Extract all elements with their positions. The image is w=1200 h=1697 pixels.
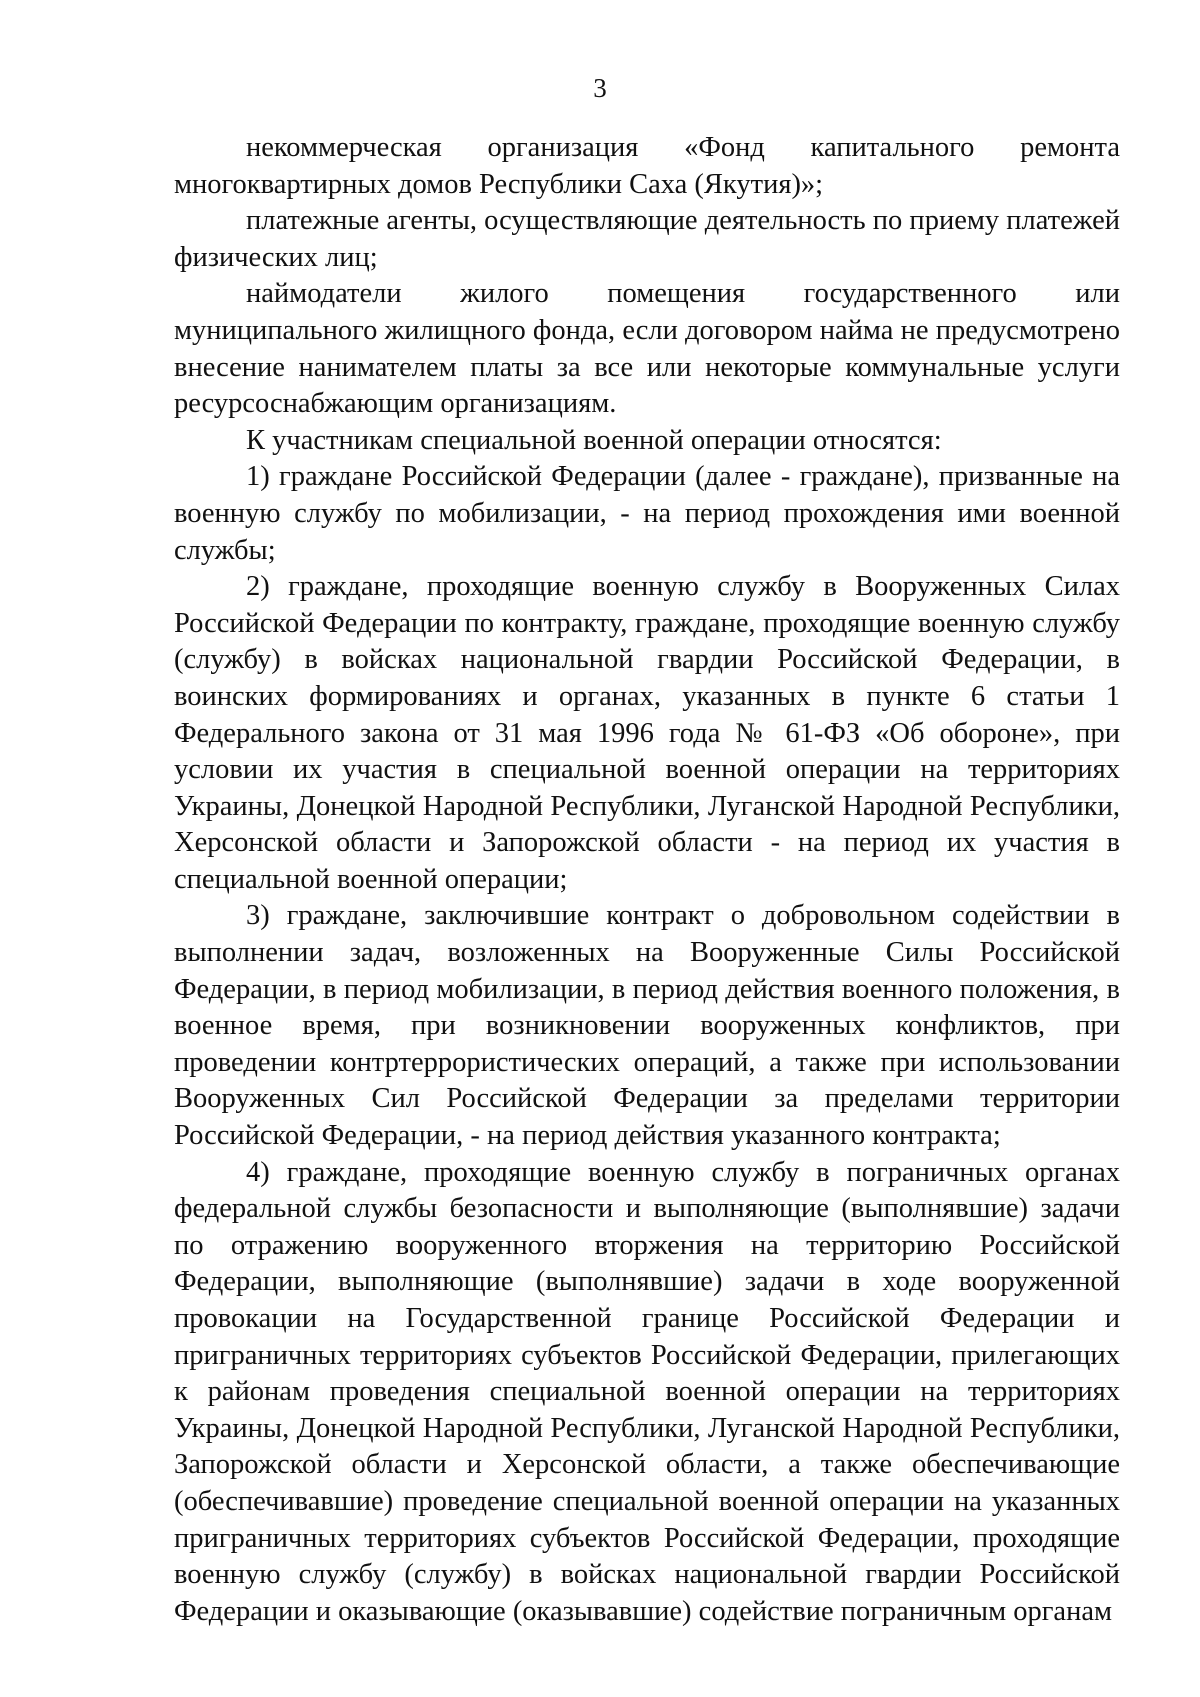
document-body: [174, 130, 1120, 1630]
paragraph-participants-intro: К участникам специальной военной операции относятся:: [246, 424, 942, 456]
paragraph-nonprofit-fund: некоммерческая организация «Фонд капитального ремонта многоквартирных домов Республики Саха (Якутия)»;: [174, 132, 1120, 200]
paragraph-landlords: наймодатели жилого помещения государственного или муниципального жилищного фонда, если договором найма не предусмотрено внесение нанимателем платы за все или некоторые коммунальные услуги ресурсоснабжающим организациям.: [174, 278, 1120, 420]
list-item-3: 3) граждане, заключившие контракт о добровольном содействии в выполнении задач, возложенных на Вооруженные Силы Российской Федерации, в период мобилизации, в период действия военного положения, в военное время, при возникновении вооруженных конфликтов, при проведении контртеррористических операций, а также при использовании Вооруженных Сил Российской Федерации за пределами территории Российской Федерации, - на период действия указанного контракта;: [174, 900, 1120, 1152]
list-item-4: 4) граждане, проходящие военную службу в пограничных органах федеральной службы безопасности и выполняющие (выполнявшие) задачи по отражению вооруженного вторжения на территорию Российской Федерации, выполняющие (выполнявшие) задачи в ходе вооруженной провокации на Государственной границе Российской Федерации и приграничных территориях субъектов Российской Федерации, прилегающих к районам проведения специальной военной операции на территориях Украины, Донецкой Народной Республики, Луганской Народной Республики, Запорожской области и Херсонской области, а также обеспечивающие (обеспечивавшие) проведение специальной военной операции на указанных приграничных территориях субъектов Российской Федерации, проходящие военную службу (службу) в войсках национальной гвардии Российской Федерации и оказывающие (оказывавшие) содействие пограничным органам: [174, 1156, 1120, 1627]
list-item-1: 1) граждане Российской Федерации (далее - граждане), призванные на военную службу по мобилизации, - на период прохождения ими военной службы;: [174, 461, 1120, 566]
paragraph-payment-agents: платежные агенты, осуществляющие деятельность по приему платежей физических лиц;: [174, 205, 1120, 273]
list-item-2: 2) граждане, проходящие военную службу в Вооруженных Силах Российской Федерации по контракту, граждане, проходящие военную службу (службу) в войсках национальной гвардии Российской Федерации, в воинских формированиях и органах, указанных в пункте 6 статьи 1 Федерального закона от 31 мая 1996 года № 61-ФЗ «Об обороне», при условии их участия в специальной военной операции на территориях Украины, Донецкой Народной Республики, Луганской Народной Республики, Херсонской области и Запорожской области - на период их участия в специальной военной операции;: [174, 571, 1120, 895]
page-number: 3: [593, 73, 607, 103]
